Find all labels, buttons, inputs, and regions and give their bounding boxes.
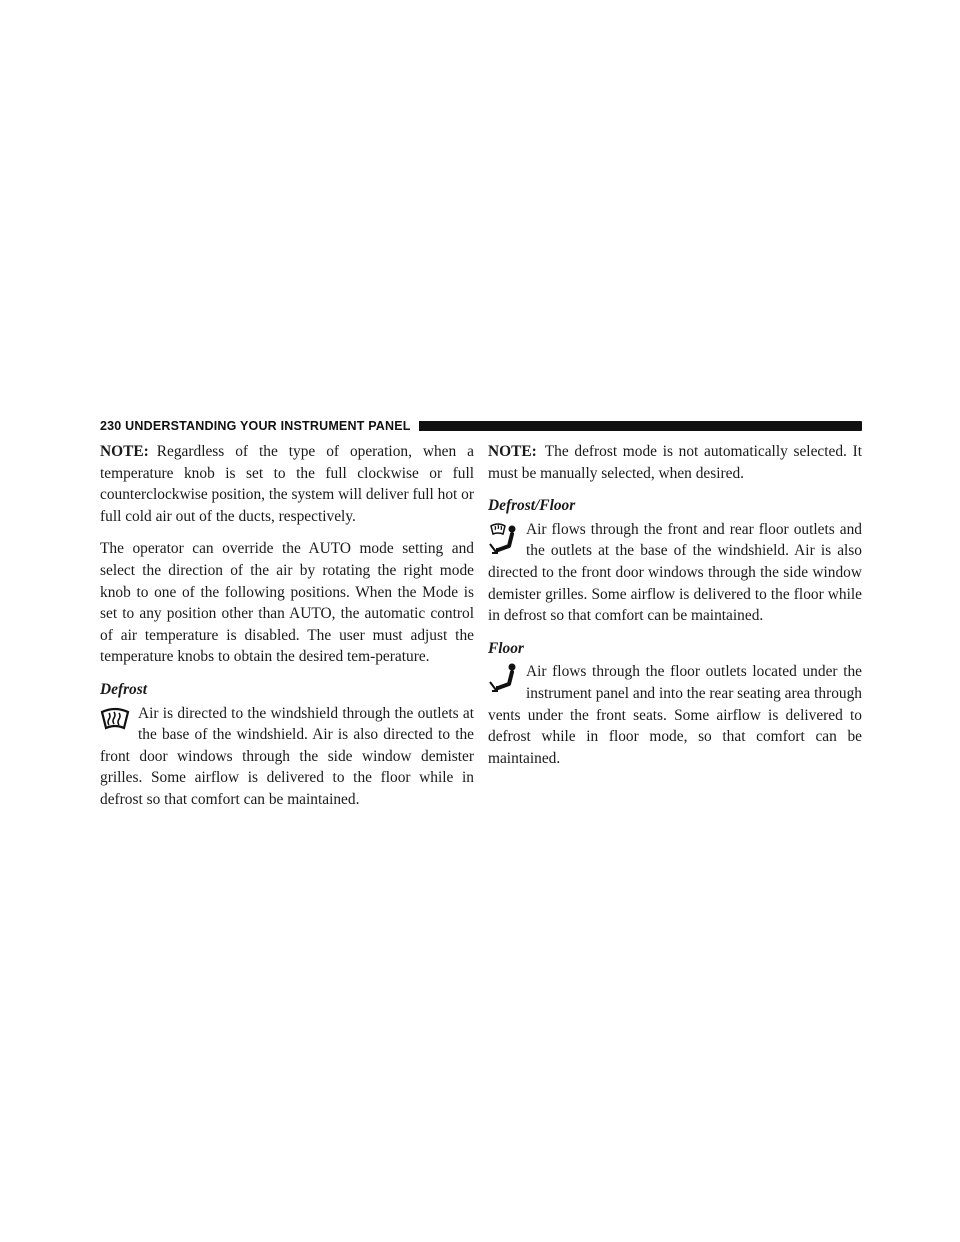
floor-paragraph [488, 661, 862, 769]
header-rule [419, 421, 862, 431]
defrost-text: Air is directed to the windshield through the outlets at the base of the windshield. Air is also directed to the front door windows through the side window demister grilles. Some airflow is delivered to the floor while in defrost so that comfort can be maintained. [100, 704, 474, 808]
section-title: UNDERSTANDING YOUR INSTRUMENT PANEL [125, 419, 411, 433]
floor-text: Air flows through the floor outlets located under the instrument panel and into the rear seating area through vents under the front seats. Some airflow is delivered to defrost while in floor mode, so that comfort can be maintained. [488, 663, 862, 767]
note-paragraph [100, 441, 474, 527]
note-text: Regardless of the type of operation, when a temperature knob is set to the full clockwise or full counterclockwise position, the system will deliver full hot or full cold air out of the ducts, respectively. [100, 443, 475, 525]
defrost-floor-text: Air flows through the front and rear floor outlets and the outlets at the base of the windshield. Air is also directed to the front door windows through the side window demister grilles. Some airflow is delivered to the floor while in defrost so that comfort can be maintained. [488, 520, 862, 625]
note-label: NOTE: [488, 443, 537, 460]
note-text: The defrost mode is not automatically selected. It must be manually selected, when desired. [488, 443, 862, 482]
defrost-heading: Defrost [100, 680, 148, 698]
windshield-defrost-icon [100, 704, 130, 744]
defrost-floor-icon [488, 520, 518, 560]
defrost-paragraph [100, 703, 474, 811]
page-header-text [100, 419, 411, 433]
note-label: NOTE: [100, 443, 149, 460]
right-column [488, 441, 862, 780]
floor-heading: Floor [488, 639, 524, 657]
page-header [100, 419, 862, 433]
page-number: 230 [100, 419, 122, 433]
left-column [100, 441, 474, 822]
floor-mode-icon [488, 662, 518, 702]
override-paragraph: The operator can override the AUTO mode setting and select the direction of the air by rotating the right mode knob to one of the following positions. When the Mode is set to any position other than AUTO, the automatic control of air temperature is disabled. The user must adjust the temperature knobs to obtain the desired tem-perature. [100, 540, 474, 666]
defrost-floor-heading: Defrost/Floor [488, 497, 576, 515]
defrost-floor-paragraph [488, 519, 862, 627]
note-paragraph [488, 441, 862, 484]
